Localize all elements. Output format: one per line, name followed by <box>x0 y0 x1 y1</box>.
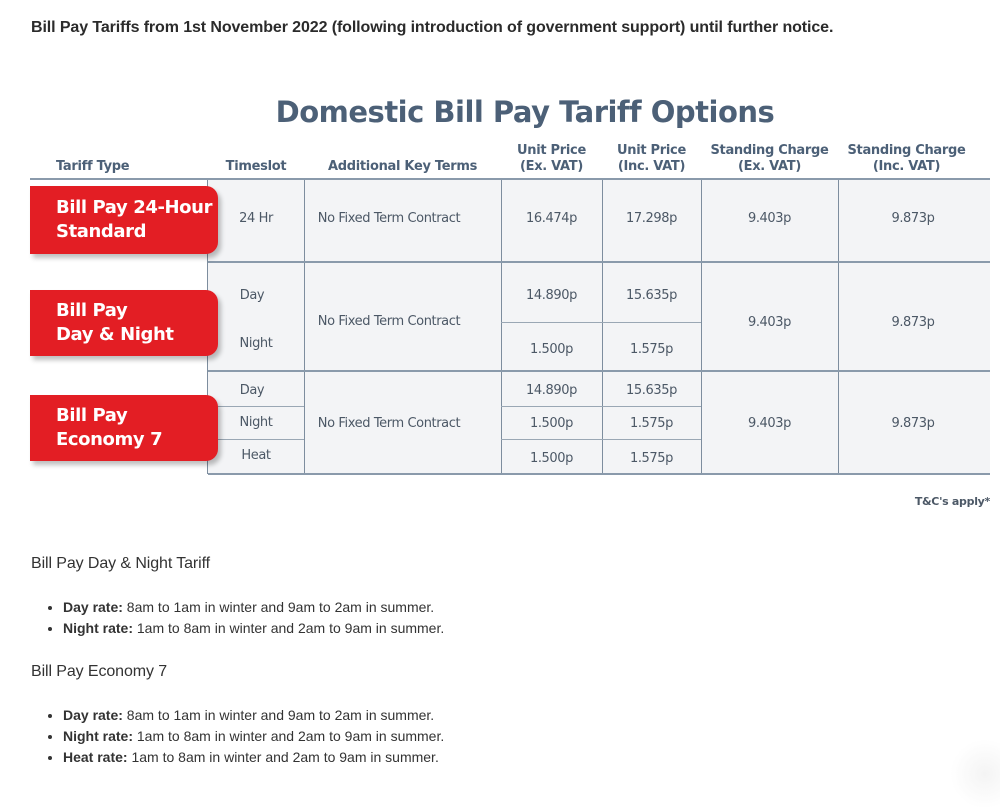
rate-label: Day rate: <box>63 599 123 615</box>
header-line: Unit Price <box>517 143 586 158</box>
tariff-badge-economy-7 <box>30 395 218 461</box>
standing-charge-inc-cell: 9.873p <box>891 416 935 431</box>
standing-charge-inc-cell: 9.873p <box>891 315 935 330</box>
group-separator <box>208 370 990 372</box>
unit-price-inc-cell: 15.635p <box>626 383 677 398</box>
list-item <box>63 597 444 618</box>
list-item <box>63 705 444 726</box>
unit-price-ex-cell: 1.500p <box>529 342 574 357</box>
rate-label: Day rate: <box>63 707 123 723</box>
tariff-badge-day-night <box>30 290 218 356</box>
unit-price-ex-cell: 1.500p <box>529 416 574 431</box>
tariff-name-line: Day & Night <box>56 324 174 345</box>
page-corner-shade <box>950 739 1000 809</box>
row-separator <box>501 439 701 440</box>
list-item <box>63 747 444 768</box>
rate-text: 1am to 8am in winter and 2am to 9am in summer. <box>133 728 445 744</box>
header-line: (Inc. VAT) <box>617 159 686 174</box>
rate-label: Night rate: <box>63 728 133 744</box>
section-title-day-night: Bill Pay Day & Night Tariff <box>31 555 211 572</box>
section-title-economy-7: Bill Pay Economy 7 <box>31 663 168 680</box>
timeslot-cell: Day <box>239 288 265 303</box>
header-line: Standing Charge <box>710 143 829 158</box>
unit-price-ex-cell: 14.890p <box>526 383 577 398</box>
tariff-badge-24-hour <box>30 186 218 254</box>
header-line: (Ex. VAT) <box>737 159 801 174</box>
row-separator <box>501 406 701 407</box>
unit-price-inc-cell: 17.298p <box>626 211 677 226</box>
tariff-name-line: Standard <box>56 221 147 242</box>
rate-text: 8am to 1am in winter and 9am to 2am in summer. <box>122 599 435 615</box>
terms-cell: No Fixed Term Contract <box>317 416 461 431</box>
row-separator <box>208 406 304 407</box>
list-item <box>63 726 444 747</box>
tariff-name-line: Bill Pay <box>56 300 128 321</box>
rate-label: Night rate: <box>63 620 133 636</box>
timeslot-cell: Night <box>239 415 273 430</box>
timeslot-cell: Heat <box>241 448 271 463</box>
unit-price-inc-cell: 1.575p <box>629 416 674 431</box>
terms-cell: No Fixed Term Contract <box>317 314 461 329</box>
day-night-rate-list <box>31 597 444 639</box>
rate-text: 1am to 8am in winter and 2am to 9am in summer. <box>133 620 445 636</box>
standing-charge-ex-cell: 9.403p <box>747 315 792 330</box>
timeslot-cell: Day <box>239 383 265 398</box>
header-line: (Ex. VAT) <box>519 159 583 174</box>
unit-price-inc-cell: 1.575p <box>629 342 674 357</box>
tariff-name-line: Economy 7 <box>56 429 163 450</box>
standing-charge-inc-cell: 9.873p <box>891 211 935 226</box>
header-line: Unit Price <box>617 143 686 158</box>
terms-apply-note: T&C's apply* <box>914 495 990 508</box>
header-unit-price-inc-vat <box>602 143 701 175</box>
tariff-name-line: Bill Pay 24-Hour <box>56 197 213 218</box>
unit-price-ex-cell: 1.500p <box>529 451 574 466</box>
standing-charge-ex-cell: 9.403p <box>747 211 792 226</box>
economy-7-rate-list <box>31 705 444 768</box>
row-separator <box>501 322 701 323</box>
header-line: Standing Charge <box>847 143 966 158</box>
list-item <box>63 618 444 639</box>
table-bottom-rule <box>208 473 990 475</box>
tariff-table-title: Domestic Bill Pay Tariff Options <box>275 95 775 129</box>
group-separator <box>208 261 990 263</box>
unit-price-inc-cell: 15.635p <box>626 288 677 303</box>
tariff-name-line: Bill Pay <box>56 405 128 426</box>
rate-text: 8am to 1am in winter and 9am to 2am in summer. <box>122 707 435 723</box>
intro-text: Bill Pay Tariffs from 1st November 2022 (following introduction of government support) until further notice. <box>31 19 834 36</box>
terms-cell: No Fixed Term Contract <box>317 211 461 226</box>
header-tariff-type: Tariff Type <box>56 159 130 174</box>
timeslot-cell: 24 Hr <box>239 211 273 226</box>
header-timeslot: Timeslot <box>225 159 287 174</box>
unit-price-ex-cell: 16.474p <box>526 211 577 226</box>
rate-label: Heat rate: <box>63 749 128 765</box>
unit-price-ex-cell: 14.890p <box>526 288 577 303</box>
header-additional-terms: Additional Key Terms <box>327 159 478 174</box>
unit-price-inc-cell: 1.575p <box>629 451 674 466</box>
header-line: (Inc. VAT) <box>872 159 941 174</box>
row-separator <box>208 439 304 440</box>
standing-charge-ex-cell: 9.403p <box>747 416 792 431</box>
header-unit-price-ex-vat <box>501 143 602 175</box>
header-standing-charge-ex-vat <box>701 143 838 175</box>
rate-text: 1am to 8am in winter and 2am to 9am in summer. <box>127 749 439 765</box>
timeslot-cell: Night <box>239 336 273 351</box>
header-standing-charge-inc-vat <box>838 143 975 175</box>
